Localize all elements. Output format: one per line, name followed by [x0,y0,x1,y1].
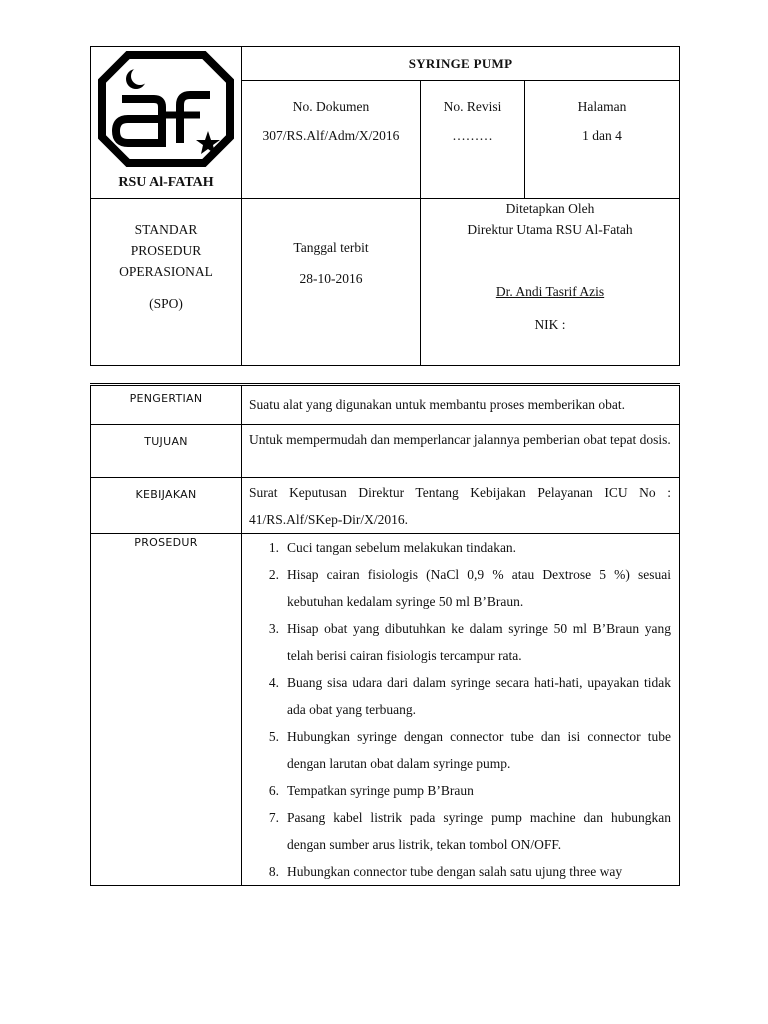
step-text: Cuci tangan sebelum melakukan tindakan. [287,540,517,555]
step-number: 4. [268,675,279,690]
page-cell [525,81,680,199]
procedure-step [242,723,671,777]
step-text: Tempatkan syringe pump B’Braun [287,783,474,798]
step-number: 7. [268,810,279,825]
spo-abbreviation: (SPO) [149,296,183,311]
hospital-logo [98,51,234,167]
doc-number-label: No. Dokumen [292,99,370,114]
row-pengertian [91,385,680,425]
revision-label: No. Revisi [443,99,502,114]
issue-date-label: Tanggal terbit [293,240,369,255]
step-text: Hisap cairan fisiologis (NaCl 0,9 % atau Dextrose 5 %) sesuai kebutuhan kedalam syringe 50 ml B’Braun. [287,567,671,609]
doc-number-value: 307/RS.Alf/Adm/X/2016 [262,128,400,143]
prosedur-label: PROSEDUR [91,534,242,886]
revision-cell [421,81,525,199]
pengertian-label: PENGERTIAN [91,385,242,425]
step-number: 5. [268,729,279,744]
procedure-step [242,804,671,858]
step-number: 3. [268,621,279,636]
nik-label: NIK : [534,317,566,332]
spo-line-1: STANDAR [134,222,198,237]
step-text: Buang sisa udara dari dalam syringe secara hati-hati, upayakan tidak ada obat yang terbuang. [287,675,671,717]
row-prosedur [91,534,680,886]
page-value: 1 dan 4 [582,128,622,143]
step-number: 6. [268,783,279,798]
procedure-table [90,383,680,886]
pengertian-text: Suatu alat yang digunakan untuk membantu proses memberikan obat. [242,385,680,425]
step-text: Pasang kabel listrik pada syringe pump machine dan hubungkan dengan sumber arus listrik, tekan tombol ON/OFF. [287,810,671,852]
procedure-steps-list [242,534,671,885]
prosedur-steps-cell [242,534,680,886]
procedure-step [242,561,671,615]
kebijakan-label: KEBIJAKAN [91,478,242,534]
procedure-step [242,615,671,669]
revision-value: ……… [452,128,493,143]
row-kebijakan [91,478,680,534]
hospital-name: RSU Al-FATAH [118,175,214,190]
step-text: Hubungkan syringe dengan connector tube dan isi connector tube dengan larutan obat dalam syringe pump. [287,729,671,771]
document-title: SYRINGE PUMP [242,47,680,81]
procedure-step [242,858,671,885]
procedure-step [242,534,671,561]
set-by-title: Direktur Utama RSU Al-Fatah [467,222,633,237]
logo-cell [91,47,242,199]
signatory-name: Dr. Andi Tasrif Azis [495,284,605,299]
step-text: Hisap obat yang dibutuhkan ke dalam syringe 50 ml B’Braun yang telah berisi cairan fisiologis tercampur rata. [287,621,671,663]
set-by-label: Ditetapkan Oleh [505,201,595,216]
doc-number-cell [242,81,421,199]
issue-date-cell [242,199,421,366]
procedure-step [242,777,671,804]
approval-cell [421,199,680,366]
document-header-table [90,46,680,366]
spo-line-3: OPERASIONAL [119,264,213,279]
page-label: Halaman [577,99,627,114]
spo-cell [91,199,242,366]
kebijakan-text: Surat Keputusan Direktur Tentang Kebijakan Pelayanan ICU No : 41/RS.Alf/SKep-Dir/X/2016. [242,478,680,534]
step-number: 2. [268,567,279,582]
step-number: 8. [268,864,279,879]
tujuan-label: TUJUAN [91,425,242,478]
spo-line-2: PROSEDUR [130,243,202,258]
step-text: Hubungkan connector tube dengan salah satu ujung three way [287,864,623,879]
procedure-step [242,669,671,723]
row-tujuan [91,425,680,478]
step-number: 1. [268,540,279,555]
issue-date-value: 28-10-2016 [299,271,363,286]
tujuan-text: Untuk mempermudah dan memperlancar jalannya pemberian obat tepat dosis. [242,425,680,478]
